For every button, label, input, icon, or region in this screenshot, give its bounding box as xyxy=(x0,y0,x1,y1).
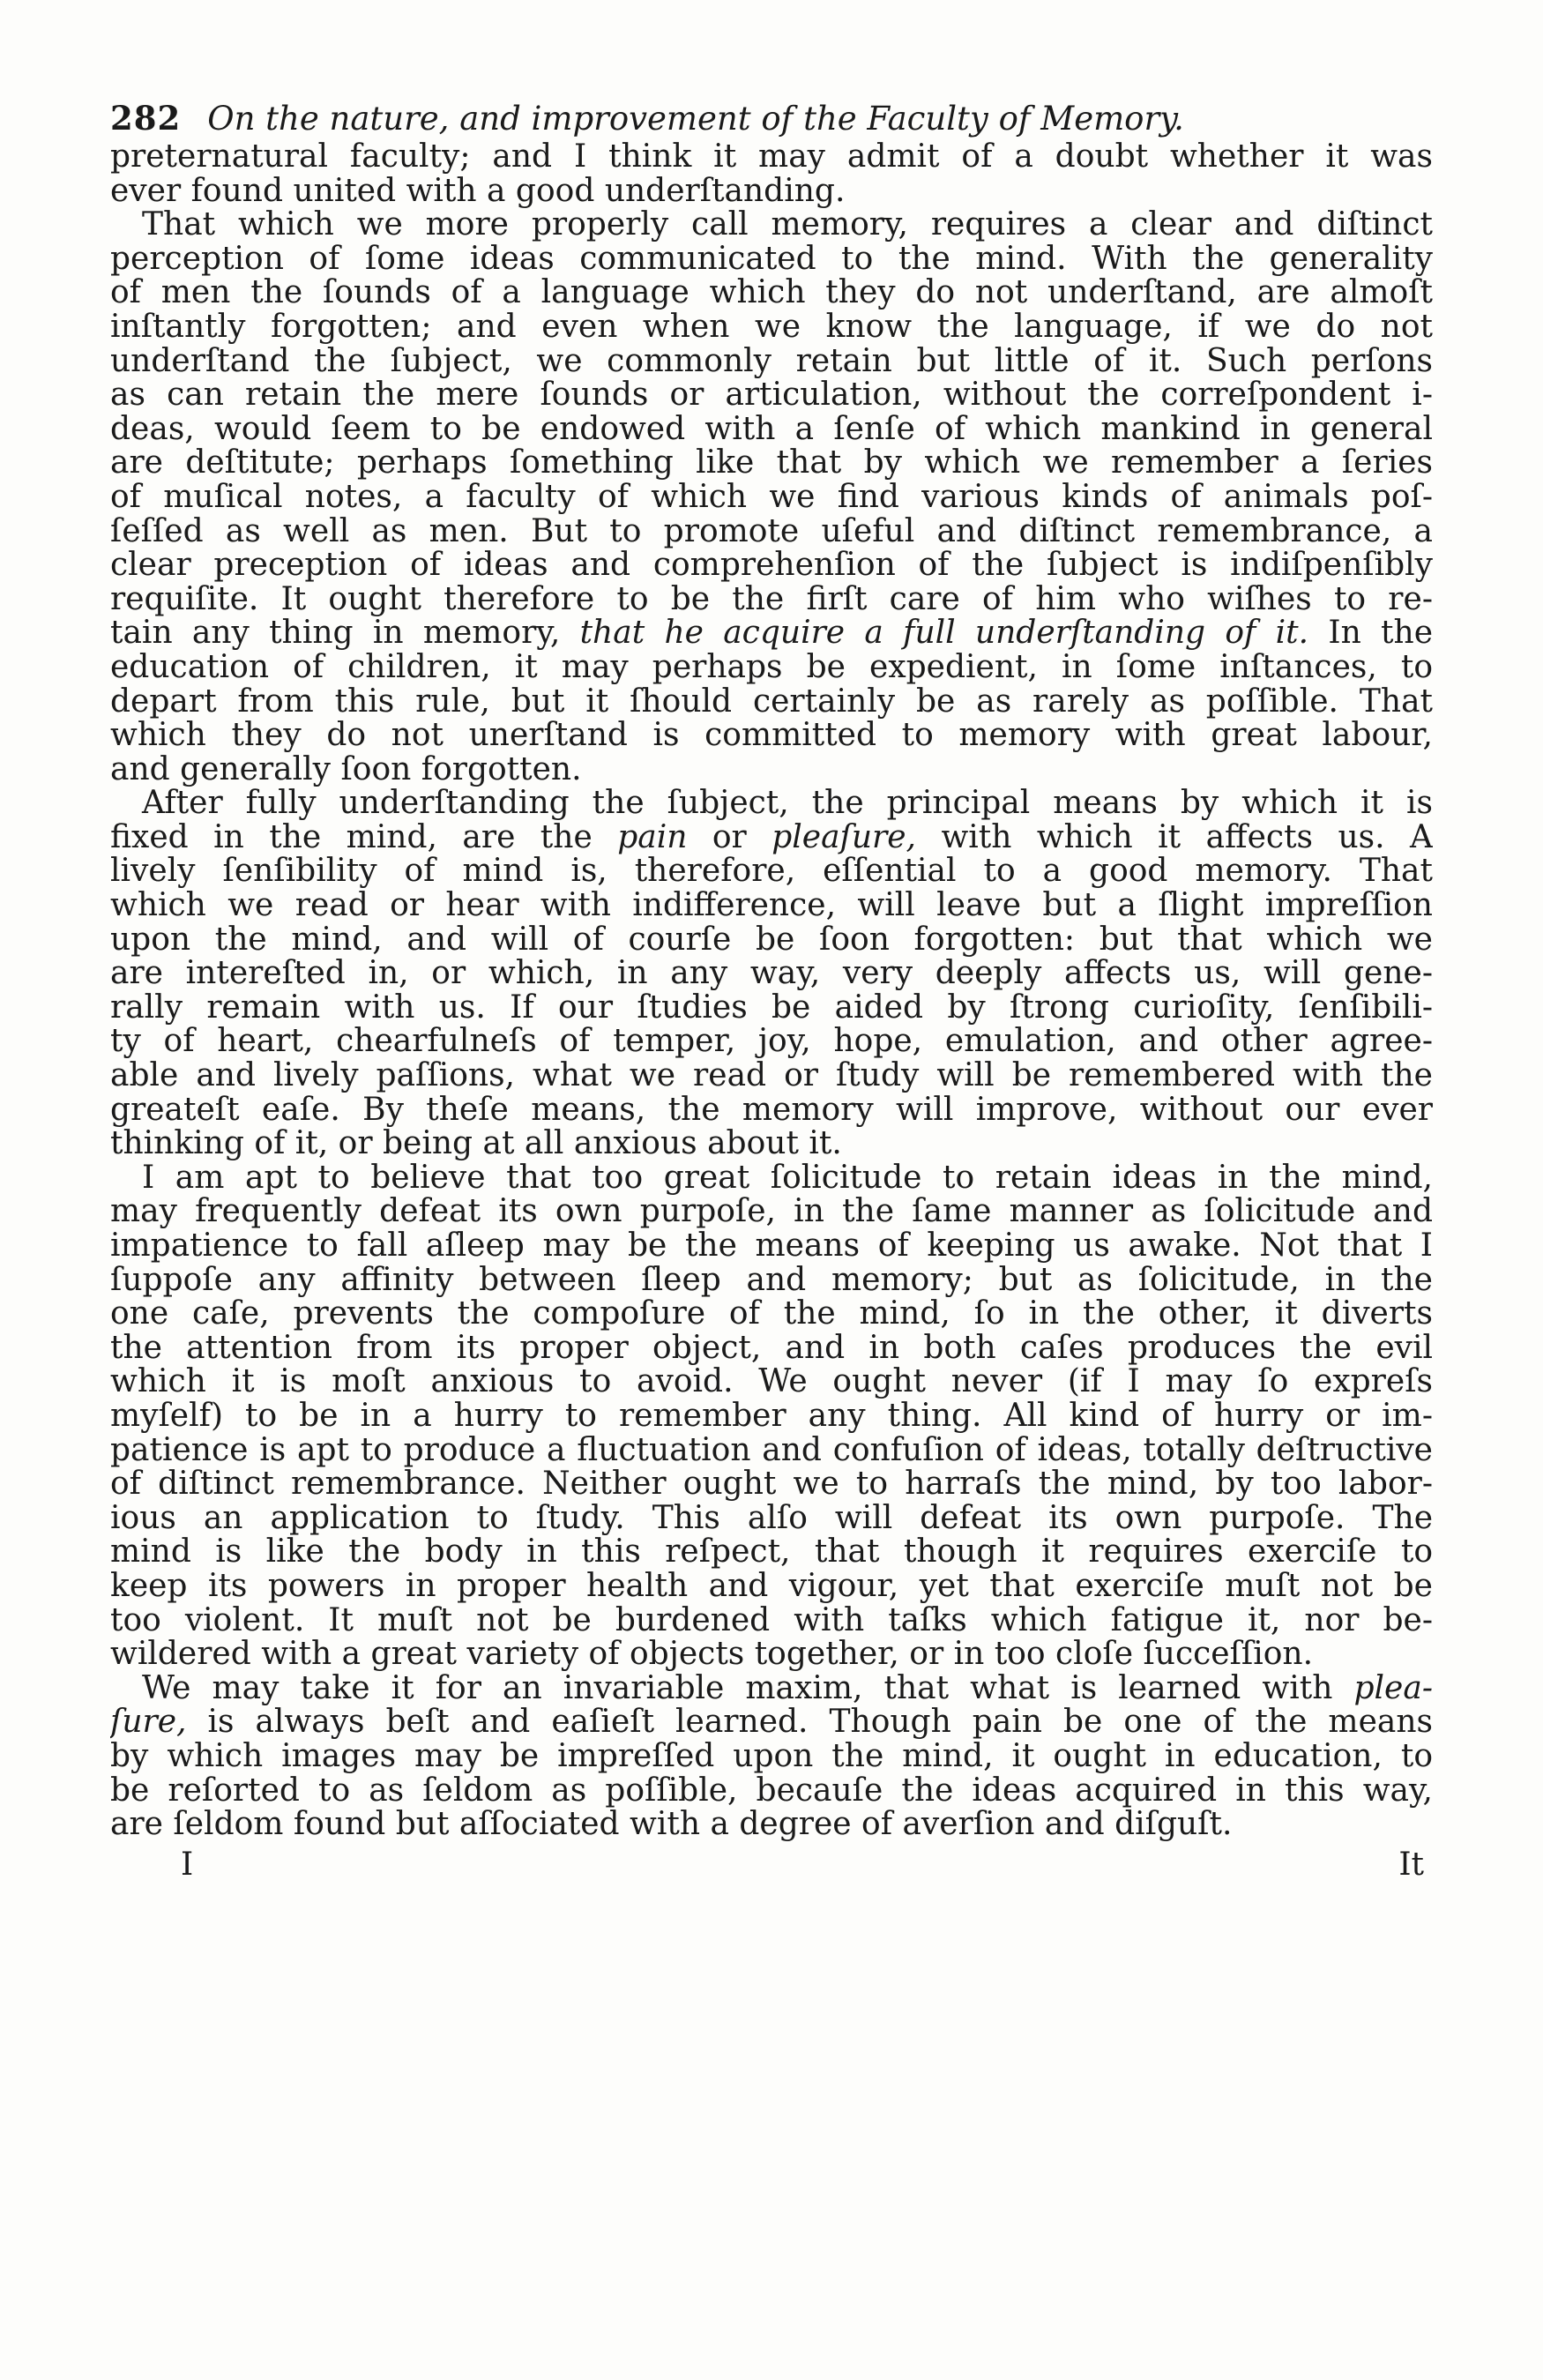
text-line: fixed in the mind, are the pain or pleaſure, with which it affects us. A xyxy=(110,820,1433,855)
text-line: deas, would ſeem to be endowed with a ſenſe of which mankind in general xyxy=(110,412,1433,447)
text-line: That which we more properly call memory, requires a clear and diſtinct xyxy=(142,208,1433,242)
text-line: ever found united with a good underſtanding. xyxy=(110,174,846,209)
page-number: 282 xyxy=(110,99,182,138)
text-line: of muſical notes, a faculty of which we find various kinds of animals poſ- xyxy=(110,480,1433,515)
text-line: lively ſenſibility of mind is, therefore, eſſential to a good memory. That xyxy=(110,854,1433,890)
text-line: be reſorted to as ſeldom as poſſible, becauſe the ideas acquired in this way, xyxy=(110,1773,1433,1809)
text-line: We may take it for an invariable maxim, that what is learned with plea- xyxy=(142,1671,1433,1706)
running-title: On the nature, and improvement of the Faculty of Memory. xyxy=(207,100,1184,138)
body-text xyxy=(110,140,1433,1842)
text-line: by which images may be impreſſed upon the mind, it ought in education, to xyxy=(110,1739,1433,1774)
text-line: thinking of it, or being at all anxious about it. xyxy=(110,1127,842,1161)
paragraph xyxy=(110,208,1433,787)
paragraph xyxy=(110,140,1433,208)
text-line: ty of heart, chearfulneſs of temper, joy, hope, emulation, and other agree- xyxy=(110,1025,1433,1060)
text-line: underſtand the ſubject, we commonly retain but little of it. Such perſons xyxy=(110,344,1433,379)
text-line: are ſeldom found but aſſociated with a degree of averſion and diſguſt. xyxy=(110,1808,1233,1842)
text-line: of men the ſounds of a language which they do not underſtand, are almoſt xyxy=(110,276,1433,310)
catchword: It xyxy=(1398,1846,1424,1883)
text-line: clear preception of ideas and comprehenſion of the ſubject is indiſpenſibly xyxy=(110,548,1433,583)
text-line: which they do not unerſtand is committed to memory with great labour, xyxy=(110,719,1433,753)
paragraph xyxy=(110,1672,1433,1842)
paragraph xyxy=(110,787,1433,1161)
text-line: education of children, it may perhaps be expedient, in ſome inſtances, to xyxy=(110,650,1433,685)
text-line: the attention from its proper object, and in both caſes produces the evil xyxy=(110,1331,1433,1366)
page-footer xyxy=(110,1847,1433,1883)
text-line: too violent. It muſt not be burdened with taſks which fatigue it, nor be- xyxy=(110,1603,1433,1638)
text-line: are deſtitute; perhaps ſomething like that by which we remember a ſeries xyxy=(110,446,1433,481)
text-line: tain any thing in memory, that he acquire a full underſtanding of it. In the xyxy=(110,616,1433,651)
text-line: impatience to fall aſleep may be the means of keeping us awake. Not that I xyxy=(110,1229,1433,1264)
text-line: I am apt to believe that too great ſolicitude to retain ideas in the mind, xyxy=(142,1160,1433,1196)
italic-emphasis: pleaſure, xyxy=(772,820,916,855)
text-line: wildered with a great variety of objects together, or in too cloſe ſucceſſion. xyxy=(110,1638,1314,1672)
italic-emphasis: that he acquire a full underſtanding of it. xyxy=(579,616,1309,651)
text-line: may frequently defeat its own purpoſe, in the ſame manner as ſolicitude and xyxy=(110,1195,1433,1229)
text-line: ious an application to ſtudy. This alſo will defeat its own purpoſe. The xyxy=(110,1501,1433,1536)
signature-mark: I xyxy=(181,1846,194,1883)
text-line: myſelf) to be in a hurry to remember any thing. All kind of hurry or im- xyxy=(110,1399,1433,1434)
italic-emphasis: ſure, xyxy=(110,1705,187,1740)
text-line: rally remain with us. If our ſtudies be aided by ſtrong curioſity, ſenſibili- xyxy=(110,990,1433,1026)
book-page xyxy=(110,99,1433,1883)
text-line: preternatural faculty; and I think it may admit of a doubt whether it was xyxy=(110,140,1433,175)
text-line: and generally ſoon forgotten. xyxy=(110,752,582,787)
text-line: patience is apt to produce a fluctuation and confuſion of ideas, totally deſtructive xyxy=(110,1433,1433,1468)
text-line: upon the mind, and will of courſe be ſoon forgotten: but that which we xyxy=(110,922,1433,958)
text-line: able and lively paſſions, what we read or ſtudy will be remembered with the xyxy=(110,1059,1433,1093)
text-line: ſeſſed as well as men. But to promote uſeful and diſtinct remembrance, a xyxy=(110,514,1433,549)
text-line: ſure, is always beſt and eaſieſt learned. Though pain be one of the means xyxy=(110,1705,1433,1740)
text-line: ſuppoſe any affinity between ſleep and memory; but as ſolicitude, in the xyxy=(110,1263,1433,1298)
text-line: perception of ſome ideas communicated to the mind. With the generality xyxy=(110,242,1433,277)
italic-emphasis: plea- xyxy=(1353,1671,1433,1706)
text-line: keep its powers in proper health and vigour, yet that exerciſe muſt not be xyxy=(110,1569,1433,1604)
text-line: depart from this rule, but it ſhould certainly be as rarely as poſſible. That xyxy=(110,684,1433,720)
italic-emphasis: pain xyxy=(617,820,688,855)
text-line: as can retain the mere ſounds or articulation, without the correſpondent i- xyxy=(110,378,1433,413)
text-line: which it is moſt anxious to avoid. We ought never (if I may ſo expreſs xyxy=(110,1365,1433,1399)
text-line: which we read or hear with indifference, will leave but a ſlight impreſſion xyxy=(110,889,1433,923)
paragraph xyxy=(110,1161,1433,1672)
text-line: mind is like the body in this reſpect, that though it requires exerciſe to xyxy=(110,1535,1433,1570)
text-line: of diſtinct remembrance. Neither ought we to harraſs the mind, by too labor- xyxy=(110,1467,1433,1502)
text-line: one caſe, prevents the compoſure of the mind, ſo in the other, it diverts xyxy=(110,1297,1433,1332)
running-header xyxy=(110,99,1433,138)
text-line: inſtantly forgotten; and even when we know the language, if we do not xyxy=(110,310,1433,345)
text-line: requiſite. It ought therefore to be the firſt care of him who wiſhes to re- xyxy=(110,582,1433,617)
text-line: are intereſted in, or which, in any way, very deeply affects us, will gene- xyxy=(110,957,1433,991)
text-line: greateſt eaſe. By theſe means, the memory will improve, without our ever xyxy=(110,1093,1433,1128)
text-line: After fully underſtanding the ſubject, the principal means by which it is xyxy=(142,787,1433,821)
